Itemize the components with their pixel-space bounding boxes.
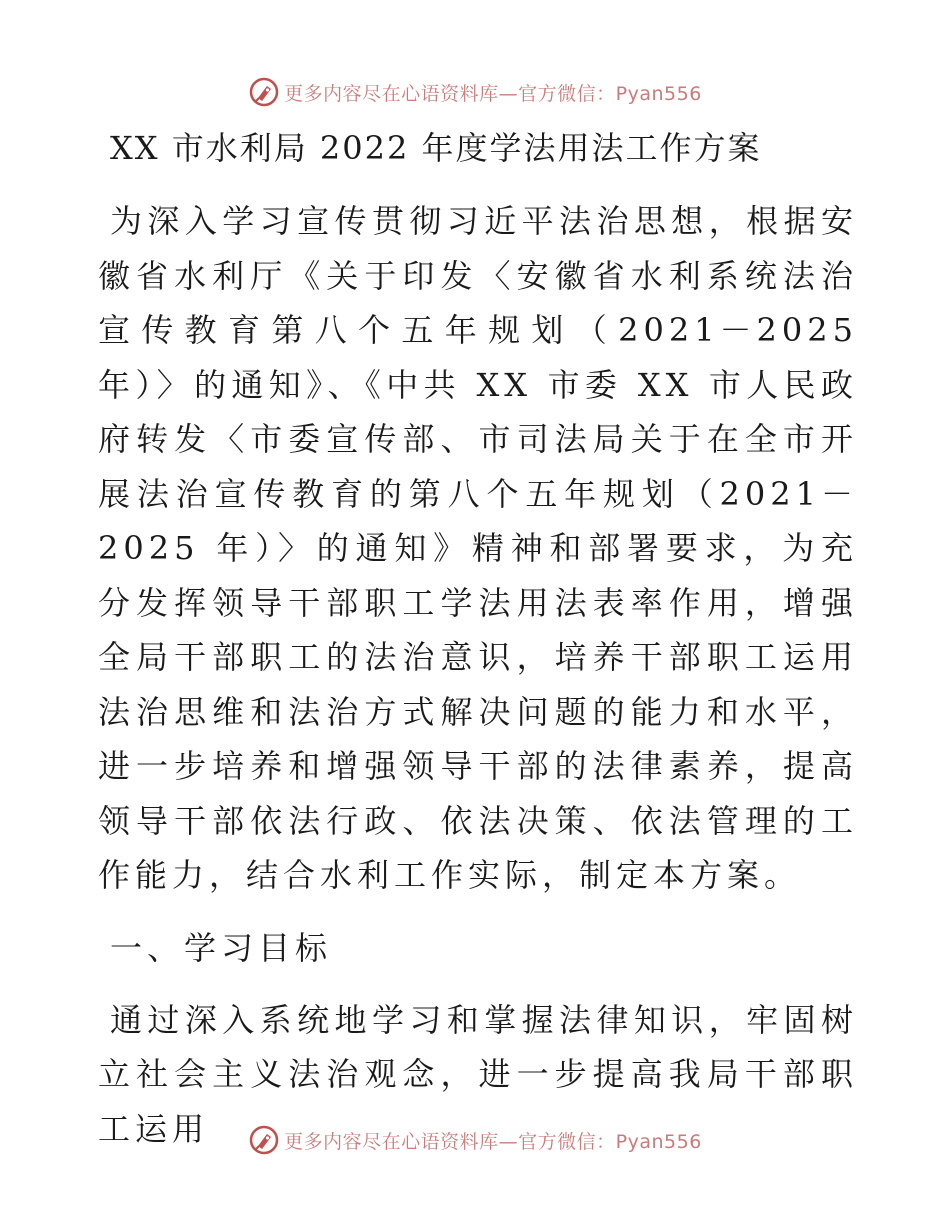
watermark-text: 更多内容尽在心语资料库—官方微信：Pyan556 xyxy=(284,1130,702,1153)
document-body xyxy=(98,120,858,1156)
pen-nib-circle-icon xyxy=(248,76,280,108)
header-watermark xyxy=(0,72,950,112)
watermark-text: 更多内容尽在心语资料库—官方微信：Pyan556 xyxy=(284,82,702,105)
section-heading: 一、学习目标 xyxy=(110,928,333,967)
document-title: XX 市水利局 2022 年度学法用法工作方案 xyxy=(110,129,762,167)
intro-paragraph: 为深入学习宣传贯彻习近平法治思想，根据安徽省水利厅《关于印发〈安徽省水利系统法治宣传教育第八个五年规划（2021－2025 年）〉的通知》、《中共 XX 市委 XX 市人民政府转发〈市委宣传部、市司法局关于在全市开展法治宣传教育的第八个五年规划（2021－2025 年）〉的通知》精神和部署要求，为充分发挥领导干部职工学法用法表率作用，增强全局干部职工的法治意识，培养干部职工运用法治思维和法治方式解决问题的能力和水平，进一步培养和增强领导干部的法律素养，提高领导干部依法行政、依法决策、依法管理的工作能力，结合水利工作实际，制定本方案。 xyxy=(98,202,858,894)
footer-watermark xyxy=(0,1120,950,1160)
pen-nib-circle-icon xyxy=(248,1124,280,1156)
section-paragraph: 通过深入系统地学习和掌握法律知识，牢固树立社会主义法治观念，进一步提高我局干部职工运用 xyxy=(98,1000,858,1148)
